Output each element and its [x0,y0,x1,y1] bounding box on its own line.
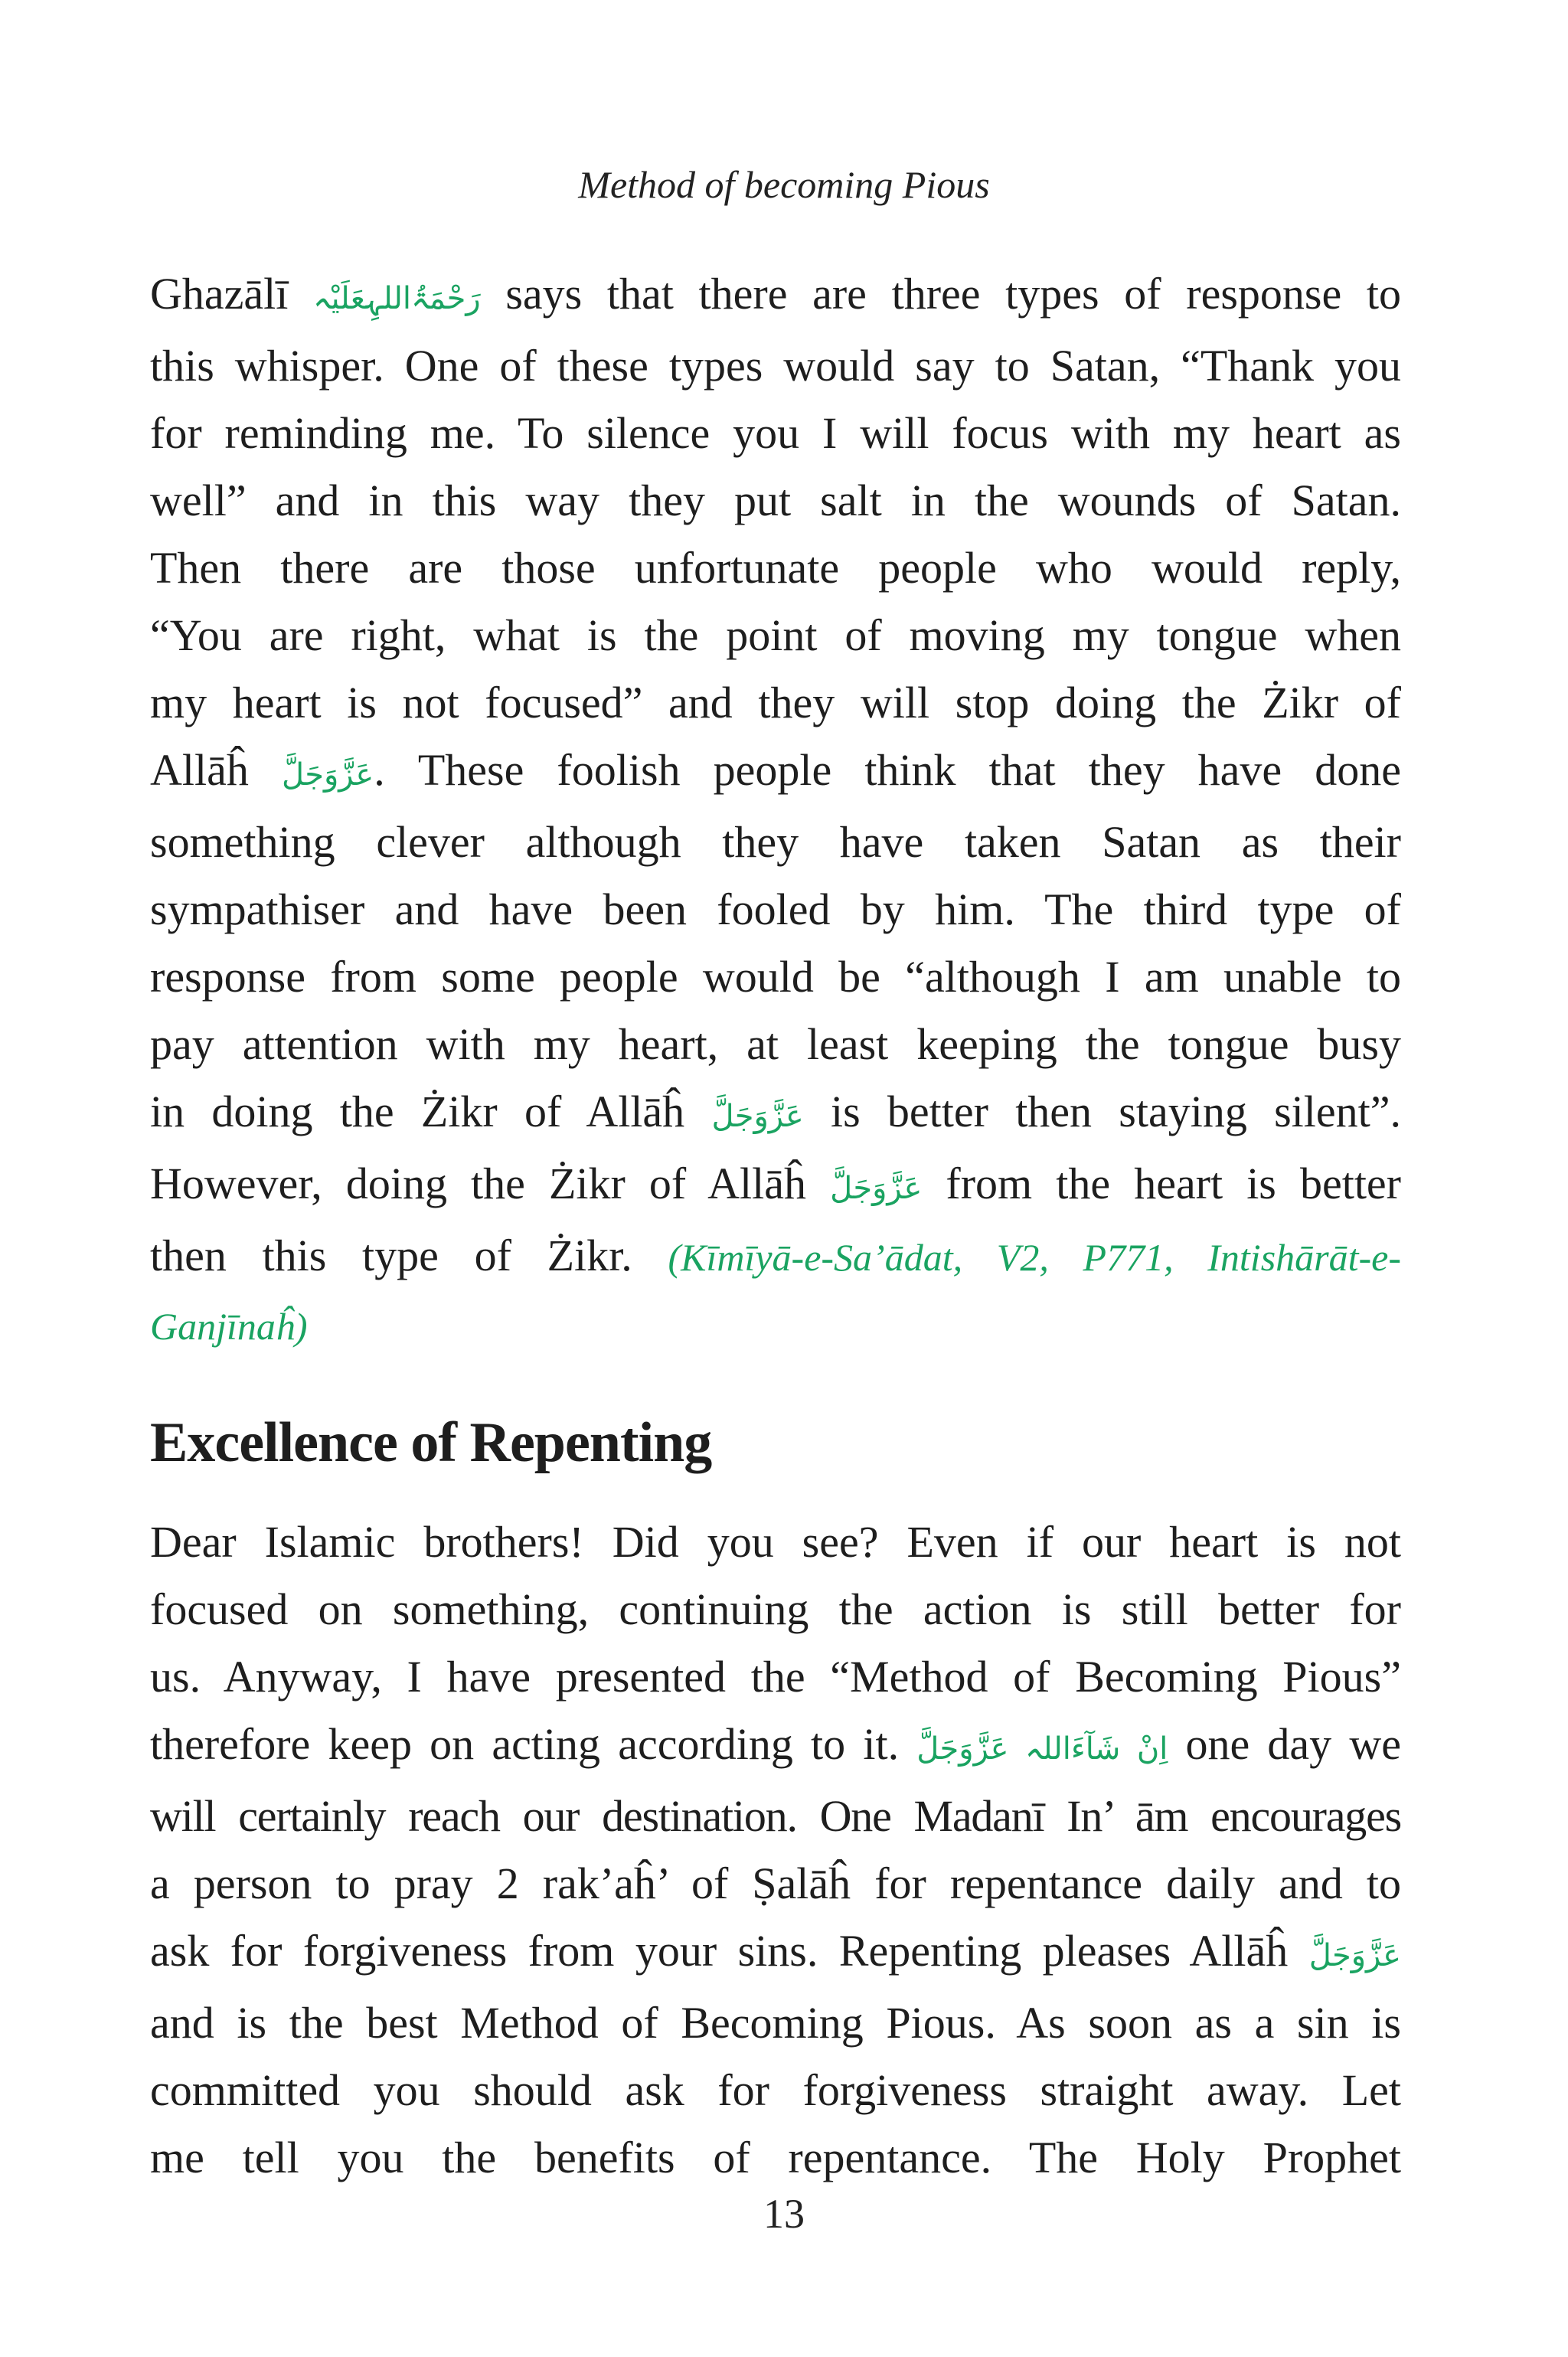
paragraph-ghazali [150,260,1401,1360]
text-line: pay attention with my heart, at least keeping the tongue busy [150,1019,1401,1069]
section-heading: Excellence of Repenting [150,1411,712,1474]
text-line: “You are right, what is the point of moving my tongue when [150,610,1401,660]
text-line: then this type of Żikr. (Kīmīyā-e-Sa’ādat, V2, P771, Intishārāt-e- [150,1231,1401,1280]
arabic-honorific: اِنْ شَآءَاللہ عَزَّوَجَلَّ [916,1731,1168,1767]
text-line: focused on something, continuing the action is still better for [150,1584,1401,1634]
text-line: well” and in this way they put salt in the wounds of Satan. [150,476,1401,525]
text-line: me tell you the benefits of repentance. The Holy Prophet [150,2133,1401,2182]
arabic-honorific: رَحْمَۃُاللہِعَلَیْہ [313,281,481,316]
text-line: Then there are those unfortunate people who would reply, [150,543,1401,593]
text-line: therefore keep on acting according to it. اِنْ شَآءَاللہ عَزَّوَجَلَّ one day we [150,1719,1401,1769]
citation: (Kīmīyā-e-Sa’ādat, V2, P771, Intishārāt-e- [668,1236,1401,1279]
arabic-honorific: عَزَّوَجَلَّ [281,757,374,793]
text-line: this whisper. One of these types would say to Satan, “Thank you [150,341,1401,391]
text-line: my heart is not focused” and they will stop doing the Żikr of [150,678,1401,727]
arabic-honorific: عَزَّوَجَلَّ [1308,1938,1401,1973]
arabic-honorific: عَزَّوَجَلَّ [830,1171,923,1206]
text-line: Allāĥ عَزَّوَجَلَّ. These foolish people think that they have done [150,745,1401,795]
text-line: in doing the Żikr of Allāĥ عَزَّوَجَلَّ is better then staying silent”. [150,1087,1401,1136]
text-line: However, doing the Żikr of Allāĥ عَزَّوَجَلَّ from the heart is better [150,1159,1401,1208]
text-line: us. Anyway, I have presented the “Method of Becoming Pious” [150,1652,1401,1702]
arabic-honorific: عَزَّوَجَلَّ [711,1099,804,1134]
citation: Ganjīnaĥ) [150,1305,308,1348]
text-line: something clever although they have taken Satan as their [150,817,1401,867]
text-line: a person to pray 2 rak’aĥ’ of Ṣalāĥ for repentance daily and to [150,1858,1401,1908]
text-line: ask for forgiveness from your sins. Repenting pleases Allāĥ عَزَّوَجَلَّ [150,1926,1401,1976]
text-line: will certainly reach our destination. One Madanī In’ ām encourages [150,1791,1401,1841]
text-line: sympathiser and have been fooled by him. The third type of [150,884,1401,934]
text-line: for reminding me. To silence you I will focus with my heart as [150,408,1401,458]
running-header: Method of becoming Pious [578,163,990,206]
paragraph-repenting [150,1509,1401,2192]
page-number: 13 [763,2191,805,2237]
text-line: Ghazālī رَحْمَۃُاللہِعَلَیْہ says that there are three types of response to [150,269,1401,319]
text-line: and is the best Method of Becoming Pious. As soon as a sin is [150,1998,1401,2048]
text-line: Dear Islamic brothers! Did you see? Even if our heart is not [150,1517,1401,1567]
text-line [150,1291,1401,1360]
page-content [150,260,1401,2192]
text-line: committed you should ask for forgiveness straight away. Let [150,2065,1401,2115]
text-line: response from some people would be “although I am unable to [150,952,1401,1002]
